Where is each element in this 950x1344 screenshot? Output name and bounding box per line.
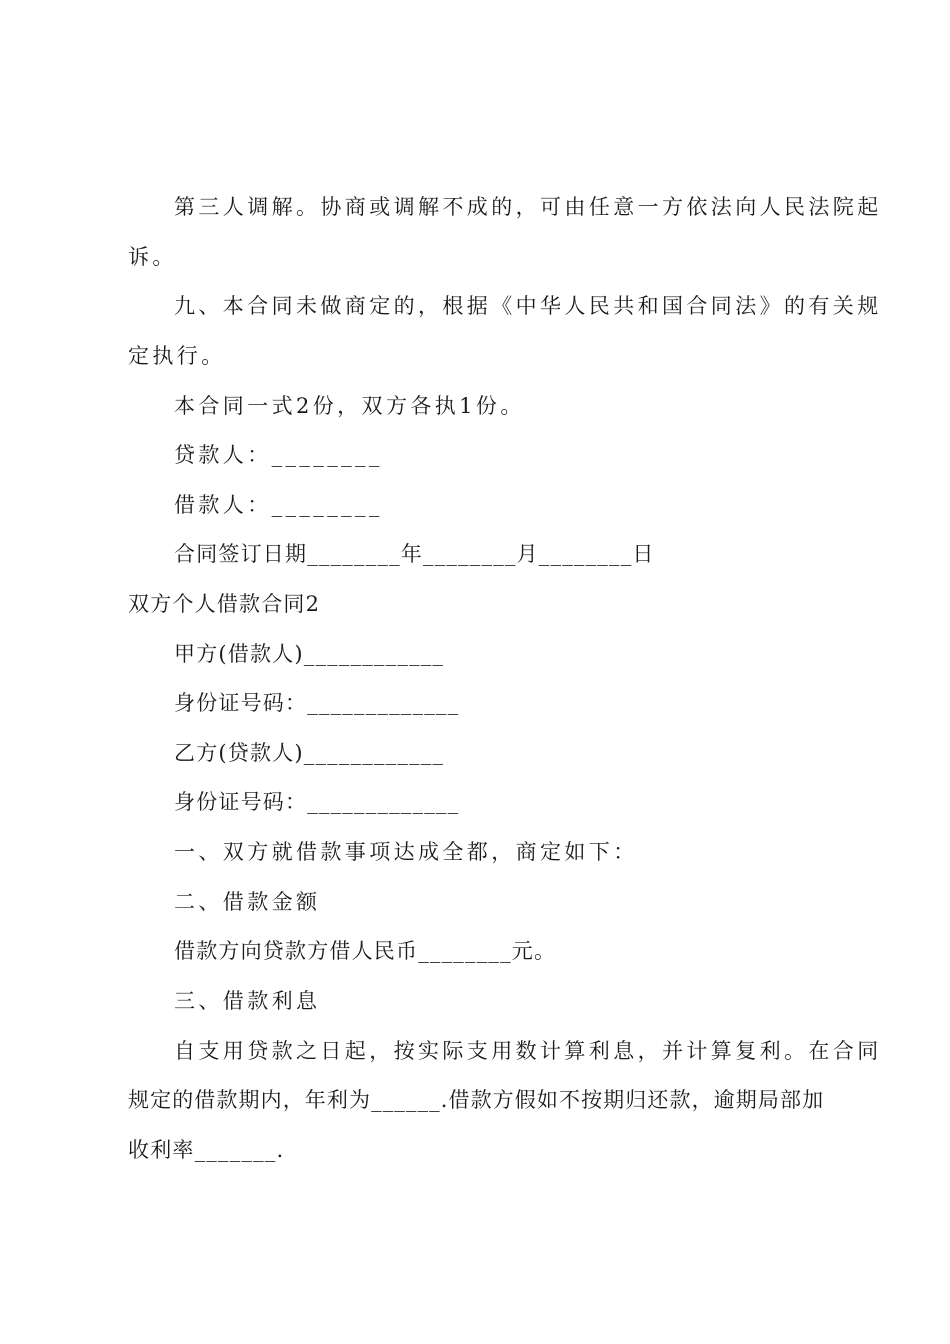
party-b-id-line: 身份证号码：_____________ [174,790,460,814]
paragraph-line: 自支用贷款之日起，按实际支用数计算利息，并计算复利。在合同 [174,1039,882,1063]
paragraph-line: 九、本合同未做商定的，根据《中华人民共和国合同法》的有关规 [174,294,882,318]
paragraph-line: 借款方向贷款方借人民币________元。 [174,939,557,963]
paragraph-line: 规定的借款期内，年利为______.借款方假如不按期归还款，逾期局部加 [128,1088,825,1112]
clause-heading: 三、借款利息 [174,989,321,1013]
paragraph-line: 本合同一式2份，双方各执1份。 [174,394,525,418]
party-a-id-line: 身份证号码：_____________ [174,691,460,715]
paragraph-line: 收利率_______. [128,1138,285,1162]
section-title: 双方个人借款合同2 [128,592,321,616]
party-b-line: 乙方(贷款人)____________ [174,741,445,765]
signing-date-line: 合同签订日期________年________月________日 [174,542,655,566]
clause-heading: 一、双方就借款事项达成全都，商定如下： [174,840,638,864]
lender-signature-line: 贷款人：________ [174,443,383,467]
borrower-signature-line: 借款人：________ [174,493,383,517]
paragraph-line: 第三人调解。协商或调解不成的，可由任意一方依法向人民法院起 [174,195,882,219]
paragraph-line: 定执行。 [128,344,226,368]
paragraph-line: 诉。 [128,245,177,269]
clause-heading: 二、借款金额 [174,890,321,914]
party-a-line: 甲方(借款人)____________ [174,642,445,666]
